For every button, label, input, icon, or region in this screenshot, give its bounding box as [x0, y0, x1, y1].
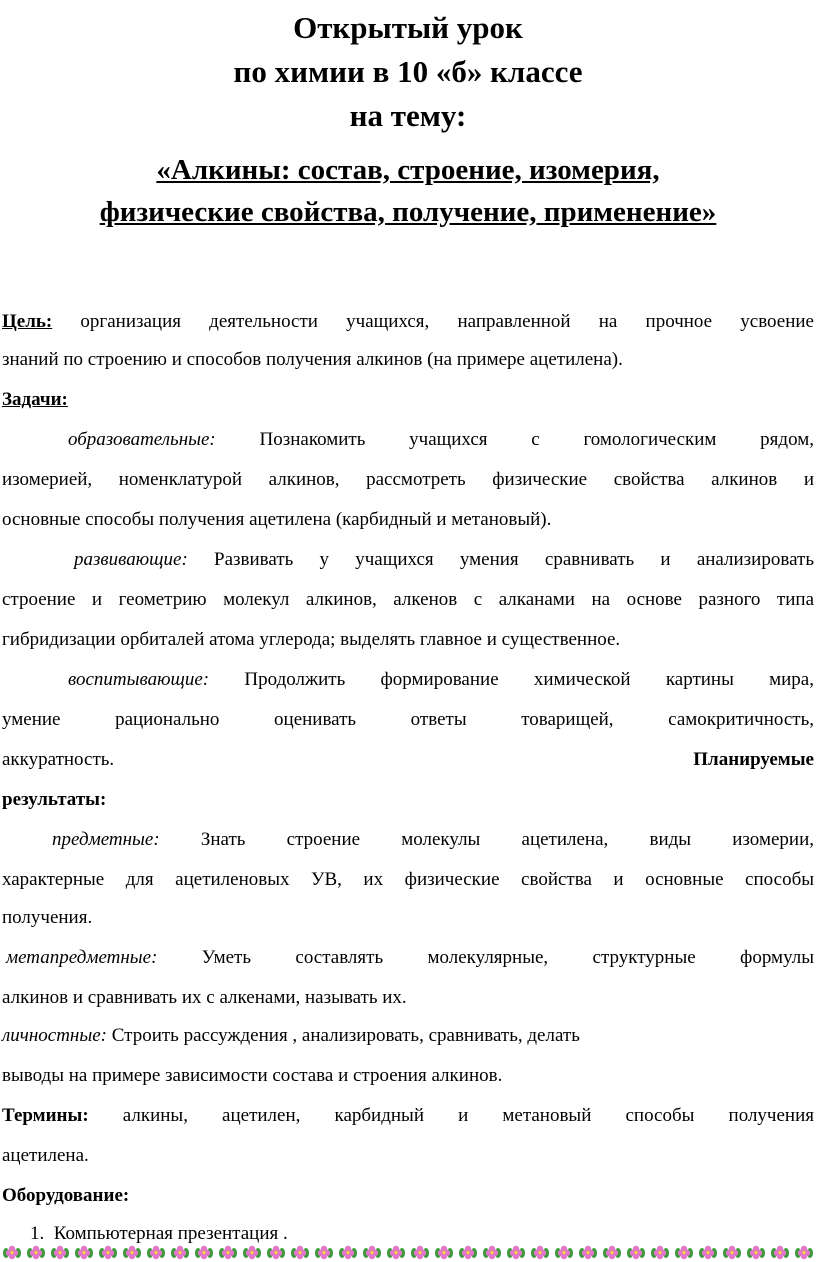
flower-icon: [147, 1246, 165, 1259]
flower-icon: [243, 1246, 261, 1259]
flower-icon: [315, 1246, 333, 1259]
personal-label: личностные:: [2, 1025, 107, 1046]
meta-text-2: алкинов и сравнивать их с алкенами, называть их.: [2, 987, 407, 1008]
developing-label: развивающие:: [74, 549, 188, 570]
subject-text-2: характерные для ацетиленовых УВ, их физические свойства и основные способы: [2, 869, 814, 890]
title-line-3: на тему:: [349, 98, 467, 133]
meta-text-1: Уметь составлять молекулярные, структурные формулы: [157, 947, 814, 968]
flower-icon: [795, 1246, 813, 1259]
topic-line-1: «Алкины: состав, строение, изомерия,: [156, 154, 660, 186]
flower-icon: [435, 1246, 453, 1259]
subject-text-3: получения.: [2, 907, 93, 928]
flower-icon: [483, 1246, 501, 1259]
terms-line-1: [2, 1096, 814, 1136]
flower-icon: [459, 1246, 477, 1259]
flower-icon: [531, 1246, 549, 1259]
flower-icon: [699, 1246, 717, 1259]
flower-icon: [651, 1246, 669, 1259]
subject-label: предметные:: [52, 829, 160, 850]
goal-label: Цель:: [2, 311, 53, 332]
upbringing-line-1: [68, 660, 814, 700]
flower-icon: [387, 1246, 405, 1259]
subject-line-1: [52, 820, 814, 860]
developing-text-3: гибридизации орбиталей атома углерода; выделять главное и существенное.: [2, 629, 621, 650]
flower-icon: [99, 1246, 117, 1259]
educational-text-2: изомерией, номенклатурой алкинов, рассмотреть физические свойства алкинов и: [2, 469, 814, 490]
flower-icon: [3, 1246, 21, 1259]
subject-text-1: Знать строение молекулы ацетилена, виды изомерии,: [159, 829, 814, 850]
flower-icon: [75, 1246, 93, 1259]
terms-label: Термины:: [2, 1105, 89, 1126]
title-line-2: по химии в 10 «б» классе: [233, 54, 583, 89]
goal-text-1: организация деятельности учащихся, направленной на прочное усвоение: [52, 311, 814, 332]
flower-icon: [507, 1246, 525, 1259]
personal-text-1: Строить рассуждения , анализировать, сравнивать, делать: [106, 1025, 580, 1046]
flower-icon: [555, 1246, 573, 1259]
educational-label: образовательные:: [68, 429, 216, 450]
personal-text-2: выводы на примере зависимости состава и строения алкинов.: [2, 1065, 503, 1086]
terms-text-2: ацетилена.: [2, 1145, 89, 1166]
flower-icon: [291, 1246, 309, 1259]
personal-line-1: [2, 1016, 814, 1056]
tasks-heading: Задачи:: [2, 389, 68, 410]
flower-icon: [339, 1246, 357, 1259]
flower-icon: [267, 1246, 285, 1259]
flower-icon: [51, 1246, 69, 1259]
meta-label: метапредметные:: [6, 947, 158, 968]
flower-icon: [603, 1246, 621, 1259]
upbringing-text-2: умение рационально оценивать ответы товарищей, самокритичность,: [2, 709, 814, 730]
flower-icon: [27, 1246, 45, 1259]
educational-text-1: Познакомить учащихся с гомологическим рядом,: [215, 429, 814, 450]
educational-line-1: [68, 420, 814, 460]
flower-icon: [747, 1246, 765, 1259]
flower-icon: [579, 1246, 597, 1259]
flower-icon: [195, 1246, 213, 1259]
flower-icon: [723, 1246, 741, 1259]
flower-icon: [627, 1246, 645, 1259]
flower-icon: [363, 1246, 381, 1259]
flower-icon: [771, 1246, 789, 1259]
upbringing-text-1: Продолжить формирование химической картины мира,: [209, 669, 814, 690]
flower-icon: [171, 1246, 189, 1259]
equipment-heading: Оборудование:: [2, 1185, 130, 1206]
terms-text-1: алкины, ацетилен, карбидный и метановый способы получения: [88, 1105, 814, 1126]
developing-line-1: [74, 540, 814, 580]
meta-line-1: [6, 938, 814, 978]
equipment-item-1: Компьютерная презентация .: [53, 1223, 288, 1244]
floral-border-decoration: [0, 1244, 816, 1262]
topic-line-2: физические свойства, получение, применение»: [99, 196, 717, 228]
list-number: 1.: [30, 1223, 54, 1244]
developing-text-2: строение и геометрию молекул алкинов, алкенов с алканами на основе разного типа: [2, 589, 814, 610]
flower-icon: [219, 1246, 237, 1259]
upbringing-text-3: аккуратность.: [2, 749, 115, 770]
planned-results-label-a: Планируемые: [693, 749, 814, 770]
goal-paragraph-line-1: [2, 302, 814, 342]
planned-results-label-b: результаты:: [2, 789, 107, 810]
upbringing-line-3: [2, 740, 814, 780]
educational-text-3: основные способы получения ацетилена (карбидный и метановый).: [2, 509, 552, 530]
title-line-1: Открытый урок: [293, 10, 523, 45]
upbringing-label: воспитывающие:: [68, 669, 210, 690]
goal-text-2: знаний по строению и способов получения алкинов (на примере ацетилена).: [2, 349, 623, 370]
developing-text-1: Развивать у учащихся умения сравнивать и анализировать: [187, 549, 814, 570]
flower-icon: [411, 1246, 429, 1259]
flower-icon: [675, 1246, 693, 1259]
flower-icon: [123, 1246, 141, 1259]
